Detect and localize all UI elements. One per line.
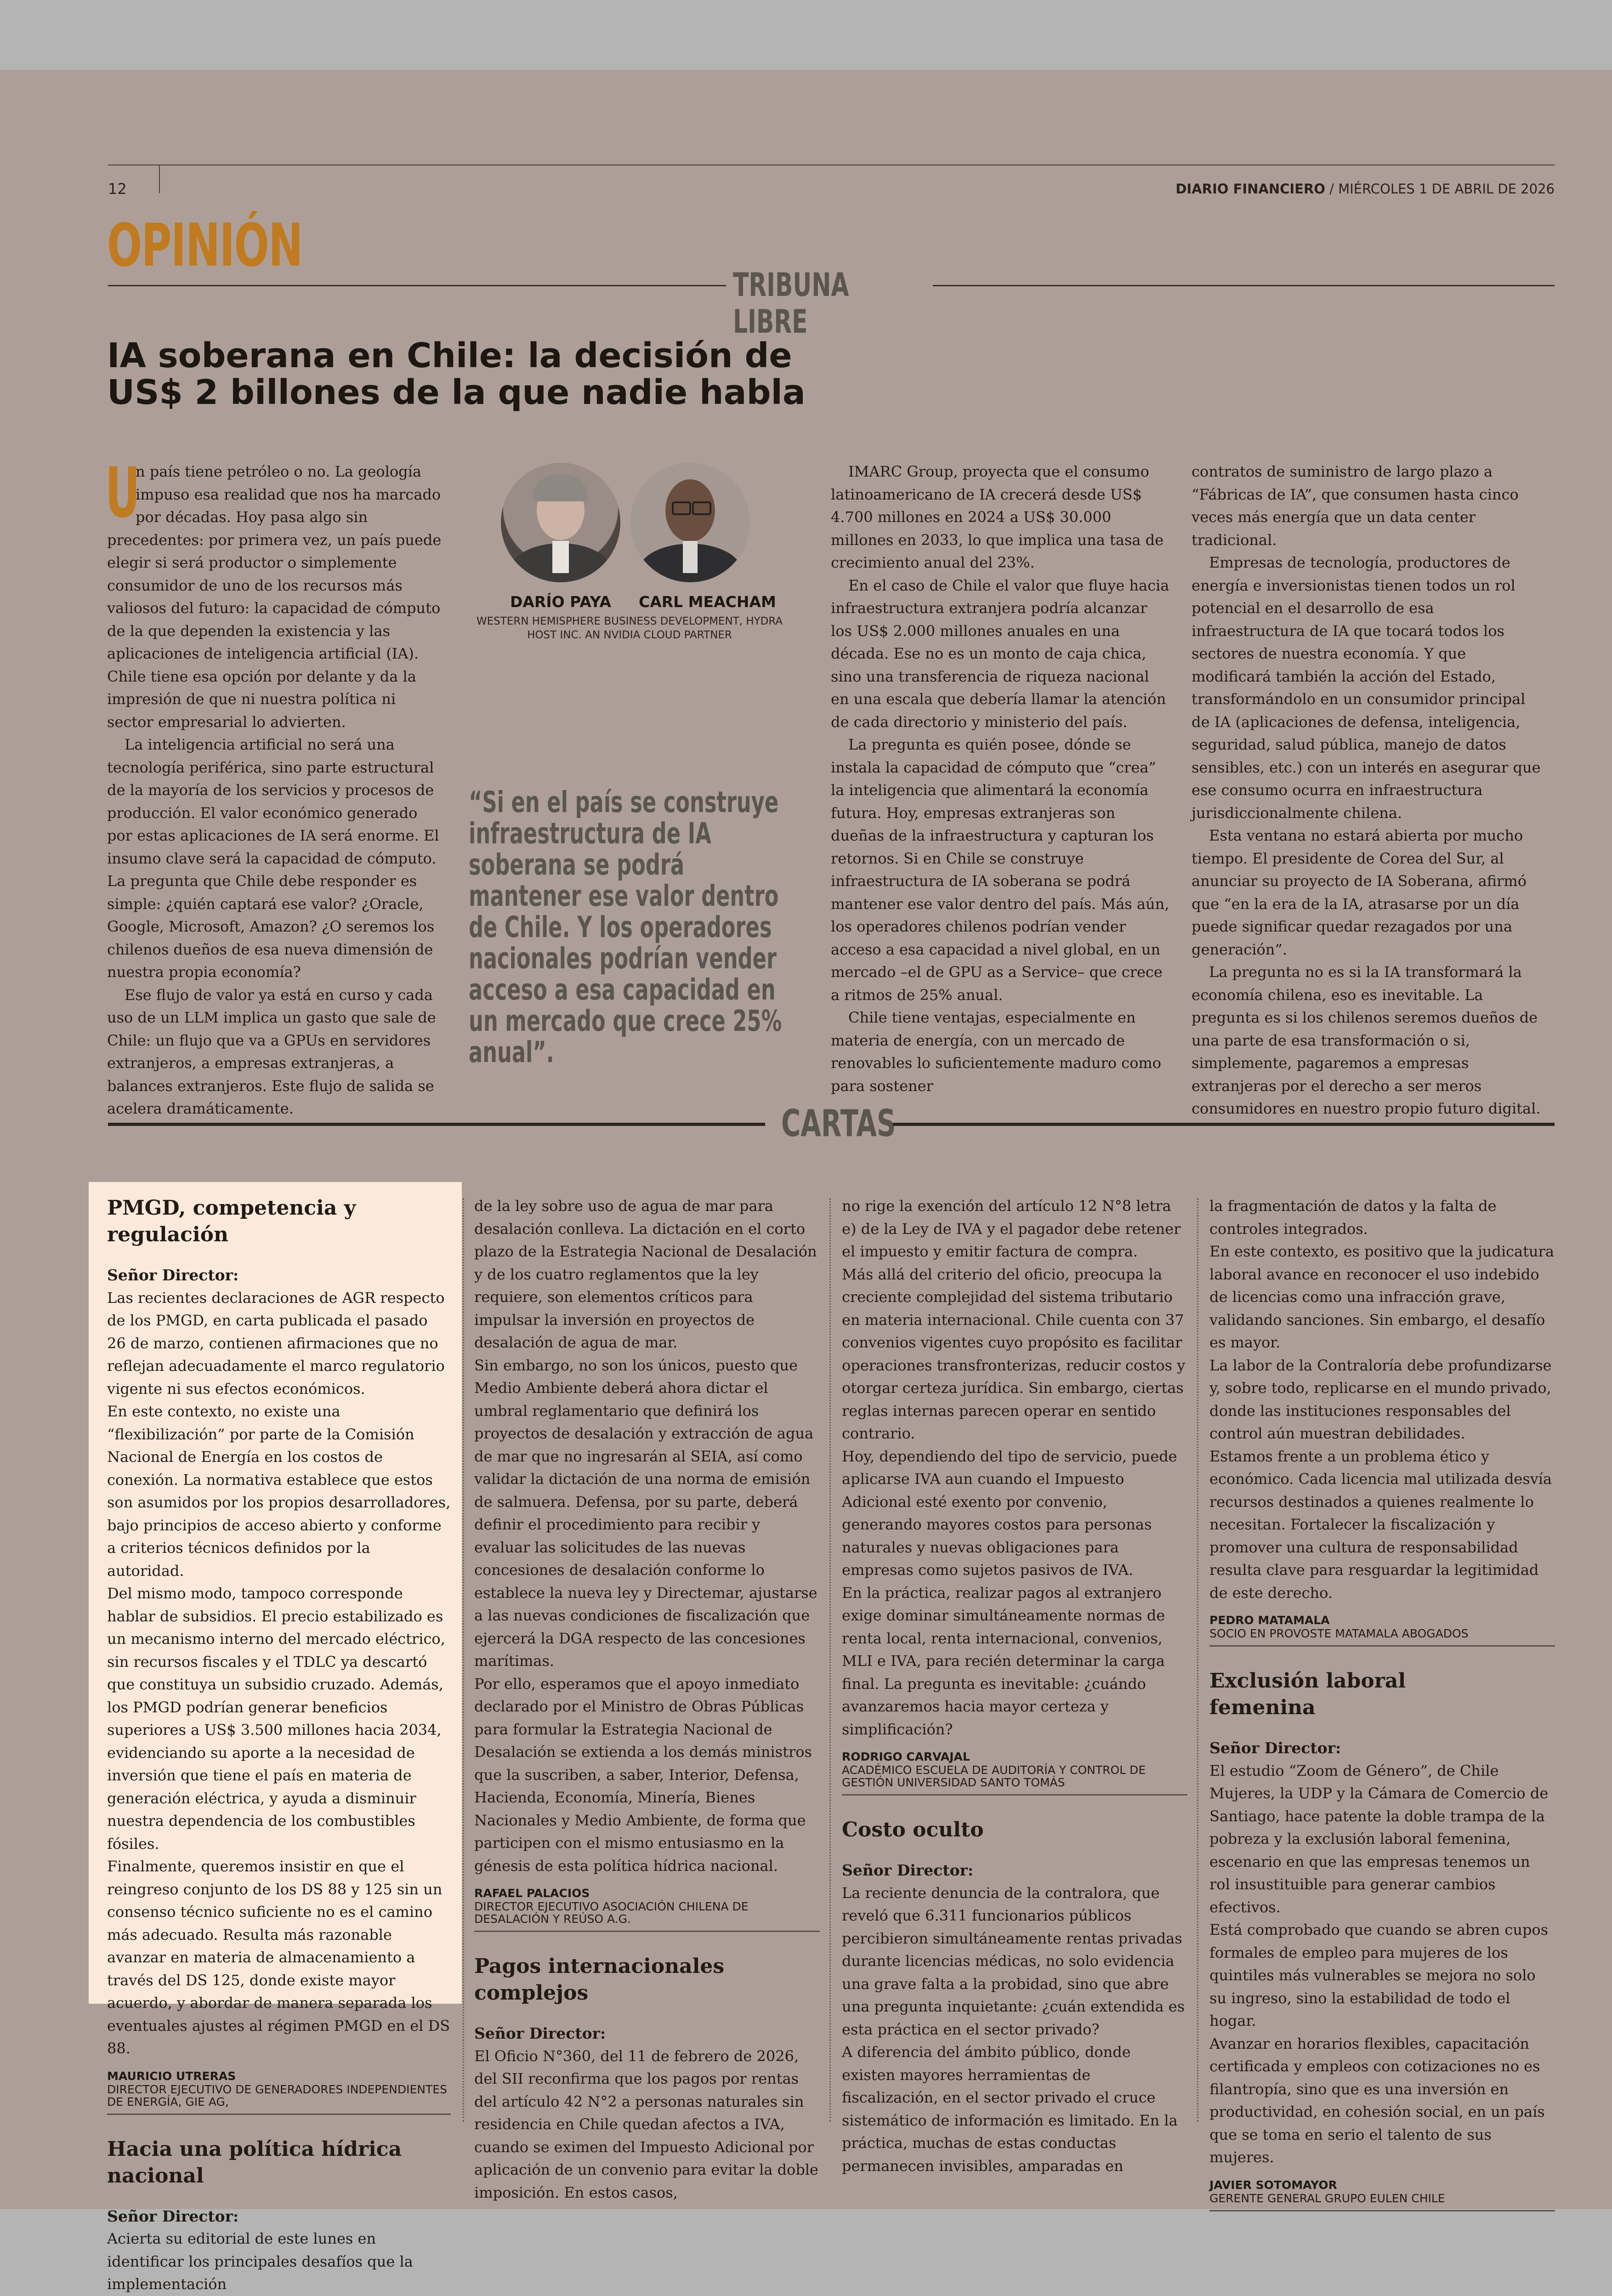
cartas-title: CARTAS <box>781 1102 896 1145</box>
letters-column-3 <box>842 1195 1187 2177</box>
author-name-2: CARL MEACHAM <box>639 593 776 611</box>
masthead <box>1175 181 1555 197</box>
column-divider-3 <box>1197 1198 1198 2122</box>
signer-title: DIRECTOR EJECUTIVO DE GENERADORES INDEPENDIENTES DE ENERGÍA, GIE AG, <box>107 2082 447 2108</box>
letter-separator <box>1209 2210 1555 2211</box>
letters-column-4 <box>1209 1195 1555 2211</box>
letters-column-2 <box>474 1195 820 2204</box>
signer-name: MAURICIO UTRERAS <box>107 2069 236 2083</box>
author-photo-carl-meacham <box>630 463 750 582</box>
newspaper-page <box>0 70 1612 2293</box>
article-headline: IA soberana en Chile: la decisión de US$ 2 billones de la que nadie habla <box>107 336 806 412</box>
salutation: Señor Director: <box>107 2207 239 2225</box>
column-divider-1 <box>463 1198 464 2122</box>
page-number: 12 <box>108 180 127 198</box>
letter-hidrica: Hacia una política hídrica nacional Señor Director: Acierta su editorial de este lunes en identificar los principales desafíos que la implementación <box>107 2136 451 2296</box>
author-affiliation: WESTERN HEMISPHERE BUSINESS DEVELOPMENT, HYDRA HOST INC. AN NVIDIA CLOUD PARTNER <box>476 615 783 641</box>
letter-costo-continued: la fragmentación de datos y la falta de controles integrados. En este contexto, es positivo que la judicatura laboral avance en reconocer el uso indebido de licencias como una infracción grave, validando sanciones. Sin embargo, el desafío es mayor. La labor de la Contraloría debe profundizarse y, sobre todo, replicarse en el mundo privado, donde las instituciones responsables del control aún muestran debilidades. Estamos frente a un problema ético y económico. Cada licencia mal utilizada desvía recursos destinados a quienes realmente lo necesitan. Fortalecer la fiscalización y promover una cultura de responsabilidad resulta clave para resguardar la legitimidad de este derecho. PEDRO MATAMALA SOCIO EN PROVOSTE MATAMALA ABOGADOS <box>1209 1195 1555 1647</box>
signer-name: JAVIER SOTOMAYOR <box>1209 2178 1337 2192</box>
signer-title: SOCIO EN PROVOSTE MATAMALA ABOGADOS <box>1209 1627 1469 1640</box>
signer-title: GERENTE GENERAL GRUPO EULEN CHILE <box>1209 2191 1445 2205</box>
salutation: Señor Director: <box>1209 1739 1341 1757</box>
letter-pagos-continued: no rige la exención del artículo 12 N°8 letra e) de la Ley de IVA y el pagador debe retener el impuesto y emitir factura de compra. Más allá del criterio del oficio, preocupa la creciente complejidad del sistema tributario en materia internacional. Chile cuenta con 37 convenios vigentes cuyo propósito es facilitar operaciones transfronterizas, reducir costos y otorgar certeza jurídica. Sin embargo, ciertas reglas internas parecen operar en sentido contrario. Hoy, dependiendo del tipo de servicio, puede aplicarse IVA aun cuando el Impuesto Adicional esté exento por convenio, generando mayores costos para personas naturales y nuevas obligaciones para empresas como sujetos pasivos de IVA. En la práctica, realizar pagos al extranjero exige dominar simultáneamente normas de renta local, renta internacional, convenios, MLI e IVA, para recién determinar la carga final. La pregunta es inevitable: ¿cuándo avanzaremos hacia mayor certeza y simplificación? RODRIGO CARVAJAL ACADÉMICO ESCUELA DE AUDITORÍA Y CONTROL DE GESTIÓN UNIVERSIDAD SANTO TOMÁS <box>842 1195 1187 1796</box>
letter-title: Pagos internacionales complejos <box>474 1955 725 2005</box>
letter-separator <box>474 1931 820 1932</box>
letter-costo: Costo oculto Señor Director: La reciente denuncia de la contralora, que reveló que 6.311 funcionarios públicos percibieron simultáneamente rentas privadas durante licencias médicas, no solo evidencia una grave falta a la probidad, sino que abre una pregunta inquietante: ¿cuán extendida es esta práctica en el sector privado? A diferencia del ámbito público, donde existen mayores herramientas de fiscalización, en el sector privado el cruce sistemático de información es limitado. En la práctica, muchas de estas conductas permanecen invisibles, amparadas en <box>842 1817 1187 2177</box>
drop-cap: U <box>105 453 140 533</box>
author-photo-dario-paya <box>501 463 620 582</box>
letters-column-1 <box>107 1195 451 2296</box>
signer-title: ACADÉMICO ESCUELA DE AUDITORÍA Y CONTROL DE GESTIÓN UNIVERSIDAD SANTO TOMÁS <box>842 1763 1146 1789</box>
letter-separator <box>842 1794 1187 1796</box>
tribuna-rule-left <box>108 285 726 286</box>
letter-title: Exclusión laboral femenina <box>1209 1669 1406 1719</box>
letter-title: Hacia una política hídrica nacional <box>107 2137 402 2188</box>
cartas-rule-left <box>108 1123 765 1126</box>
salutation: Señor Director: <box>842 1861 974 1879</box>
salutation: Señor Director: <box>107 1266 239 1284</box>
author-name-1: DARÍO PAYA <box>510 593 611 611</box>
signer-name: PEDRO MATAMALA <box>1209 1614 1330 1627</box>
tribuna-rule-right <box>933 285 1555 286</box>
signer-title: DIRECTOR EJECUTIVO ASOCIACIÓN CHILENA DE DESALACIÓN Y REÚSO A.G. <box>474 1900 749 1926</box>
cartas-rule-right <box>893 1123 1555 1126</box>
article-column-4: contratos de suministro de largo plazo a “Fábricas de IA”, que consumen hasta cinco veces más energía que un data center tradicional. Empresas de tecnología, productores de energía e inversionistas tienen todos un rol potencial en el desarrollo de esa infraestructura de IA que tocará todos los sectores de nuestra economía. Y que modificará también la acción del Estado, transformándolo en un consumidor principal de IA (aplicaciones de defensa, inteligencia, seguridad, salud pública, manejo de datos sensibles, etc.) con un interés en asegurar que ese consumo ocurra en infraestructura jurisdiccionalmente chilena. Esta ventana no estará abierta por mucho tiempo. El presidente de Corea del Sur, al anunciar su proyecto de IA Soberana, afirmó que “en la era de la IA, atrasarse por un día puede significar quedar rezagados por una generación”. La pregunta no es si la IA transformará la economía chilena, eso es inevitable. La pregunta es si los chilenos seremos dueños de una parte de esa transformación o si, simplemente, pagaremos a empresas extranjeras por el derecho a ser meros consumidores en nuestro propio futuro digital. <box>1192 463 1541 1117</box>
section-title: OPINIÓN <box>107 211 302 280</box>
letter-separator <box>1209 1645 1555 1647</box>
pull-quote: “Si en el país se construye infraestructura de IA soberana se podrá mantener ese valor dentro de Chile. Y los operadores nacionales podrían vender acceso a esa capacidad en un mercado que crece 25% anual”. <box>469 787 782 1069</box>
letter-title: PMGD, competencia y regulación <box>107 1196 356 1246</box>
signer-name: RODRIGO CARVAJAL <box>842 1750 970 1763</box>
column-divider-2 <box>829 1198 831 2122</box>
letter-hidrica-continued: de la ley sobre uso de agua de mar para desalación conlleva. La dictación en el corto plazo de la Estrategia Nacional de Desalación y de los cuatro reglamentos que la ley requiere, son elementos críticos para impulsar la inversión en proyectos de desalación de agua de mar. Sin embargo, no son los únicos, puesto que Medio Ambiente deberá ahora dictar el umbral reglamentario que definirá los proyectos de desalación y extracción de agua de mar que no ingresarán al SEIA, así como validar la dictación de una norma de emisión de salmuera. Defensa, por su parte, deberá definir el procedimiento para recibir y evaluar las solicitudes de las nuevas concesiones de desalación conforme lo establece la nueva ley y Directemar, ajustarse a las nuevas condiciones de fiscalización que ejercerá la DGA respecto de las concesiones marítimas. Por ello, esperamos que el apoyo inmediato declarado por el Ministro de Obras Públicas para formular la Estrategia Nacional de Desalación se extienda a los demás ministros que la suscriben, a saber, Interior, Defensa, Hacienda, Economía, Minería, Bienes Nacionales y Medio Ambiente, de forma que participen con el mismo entusiasmo en la génesis de esta política hídrica nacional. RAFAEL PALACIOS DIRECTOR EJECUTIVO ASOCIACIÓN CHILENA DE DESALACIÓN Y REÚSO A.G. <box>474 1195 820 1932</box>
salutation: Señor Director: <box>474 2024 606 2042</box>
issue-date: / MIÉRCOLES 1 DE ABRIL DE 2026 <box>1325 181 1555 197</box>
letter-separator <box>107 2114 451 2115</box>
publication-name: DIARIO FINANCIERO <box>1175 181 1325 197</box>
letter-pagos: Pagos internacionales complejos Señor Director: El Oficio N°360, del 11 de febrero de 2026, del SII reconfirma que los pagos por rentas del artículo 42 N°2 a personas naturales sin residencia en Chile quedan afectos a IVA, cuando se eximen del Impuesto Adicional por aplicación de un convenio para evitar la doble imposición. En estos casos, <box>474 1953 820 2204</box>
letter-exclusion: Exclusión laboral femenina Señor Director: El estudio “Zoom de Género”, de Chile Mujeres, la UDP y la Cámara de Comercio de Santiago, hace patente la doble trampa de la pobreza y la exclusión laboral femenina, escenario en que las empresas tenemos un rol insustituible para generar cambios efectivos. Está comprobado que cuando se abren cupos formales de empleo para mujeres de los quintiles más vulnerables se mejora no solo su ingreso, sino la estabilidad de todo el hogar. Avanzar en horarios flexibles, capacitación certificada y empleos con cotizaciones no es filantropía, sino que es una inversión en productividad, en cohesión social, en un país que se toma en serio el talento de sus mujeres. JAVIER SOTOMAYOR GERENTE GENERAL GRUPO EULEN CHILE <box>1209 1668 1555 2211</box>
header-tick <box>159 165 160 193</box>
article-column-1: U n país tiene petróleo o no. La geología impuso esa realidad que nos ha marcado por décadas. Hoy pasa algo sin precedentes: por primera vez, un país puede elegir si será productor o simplemente consumidor de uno de los recursos más valiosos del futuro: la capacidad de cómputo de la que dependen la existencia y las aplicaciones de inteligencia artificial (IA). Chile tiene esa opción por delante y da la impresión de que ni nuestra política ni sector empresarial lo advierten. La inteligencia artificial no será una tecnología periférica, sino parte estructural de la mayoría de los servicios y procesos de producción. El valor económico generado por estas aplicaciones de IA será enorme. El insumo clave será la capacidad de cómputo. La pregunta que Chile debe responder es simple: ¿quién captará ese valor? ¿Oracle, Google, Microsoft, Amazon? ¿O seremos los chilenos dueños de esa nueva dimensión de nuestra propia economía? Ese flujo de valor ya está en curso y cada uso de un LLM implica un gasto que sale de Chile: un flujo que va a GPUs en servidores extranjeros, a empresas extranjeras, a balances extranjeros. Este flujo de salida se acelera dramáticamente. <box>105 453 442 1117</box>
signer-name: RAFAEL PALACIOS <box>474 1887 590 1900</box>
article-column-3: IMARC Group, proyecta que el consumo latinoamericano de IA crecerá desde US$ 4.700 millones en 2024 a US$ 30.000 millones en 2033, lo que implica una tasa de crecimiento anual del 23%. En el caso de Chile el valor que fluye hacia infraestructura extranjera podría alcanzar los US$ 2.000 millones anuales en una década. Ese no es un monto de caja chica, sino una transferencia de riqueza nacional en una escala que debería llamar la atención de cada directorio y ministerio del país. La pregunta es quién posee, dónde se instala la capacidad de cómputo que “crea” la inteligencia que alimentará la economía futura. Hoy, empresas extranjeras son dueñas de la infraestructura y capturan los retornos. Si en Chile se construye infraestructura de IA soberana se podrá mantener ese valor dentro del país. Más aún, los operadores chilenos podrían vender acceso a esa capacidad a nivel global, en un mercado –el de GPU as a Service– que crece a ritmos de 25% anual. Chile tiene ventajas, especialmente en materia de energía, con un mercado de renovables lo suficientemente maduro como para sostener <box>831 463 1169 1095</box>
subsection-title: TRIBUNA LIBRE <box>733 266 849 341</box>
letter-pmgd: PMGD, competencia y regulación Señor Director: Las recientes declaraciones de AGR respecto de los PMGD, en carta publicada el pasado 26 de marzo, contienen afirmaciones que no reflejan adecuadamente el marco regulatorio vigente ni sus efectos económicos. En este contexto, no existe una “flexibilización” por parte de la Comisión Nacional de Energía en los costos de conexión. La normativa establece que estos son asumidos por los propios desarrolladores, bajo principios de acceso abierto y conforme a criterios técnicos definidos por la autoridad. Del mismo modo, tampoco corresponde hablar de subsidios. El precio estabilizado es un mecanismo interno del mercado eléctrico, sin recursos fiscales y el TDLC ya descartó que constituya un subsidio cruzado. Además, los PMGD podrían generar beneficios superiores a US$ 3.500 millones hacia 2034, evidenciando su aporte a la necesidad de inversión que tiene el país en materia de generación eléctrica, y ayuda a disminuir nuestra dependencia de los combustibles fósiles. Finalmente, queremos insistir en que el reingreso conjunto de los DS 88 y 125 sin un consenso técnico suficiente no es el camino más adecuado. Resulta más razonable avanzar en materia de almacenamiento a través del DS 125, donde existe mayor acuerdo, y abordar de manera separada los eventuales ajustes al régimen PMGD en el DS 88. MAURICIO UTRERAS DIRECTOR EJECUTIVO DE GENERADORES INDEPENDIENTES DE ENERGÍA, GIE AG, <box>107 1195 451 2115</box>
letter-title: Costo oculto <box>842 1818 984 1841</box>
